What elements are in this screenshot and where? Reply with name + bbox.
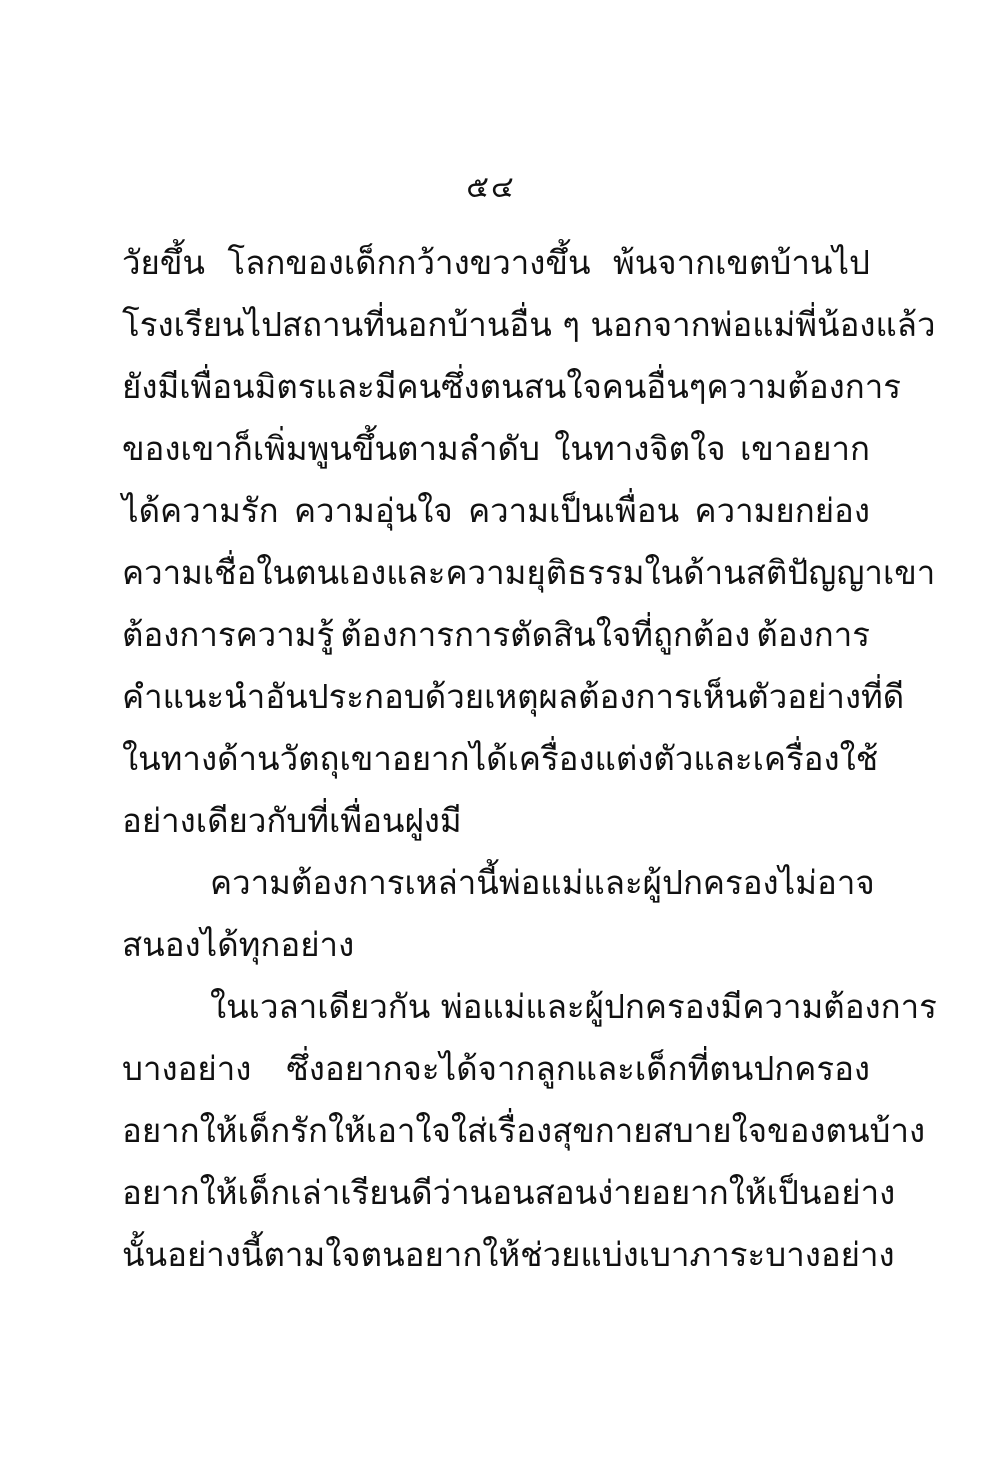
text-segment: พ่อแม่ (498, 863, 584, 902)
text-segment: ความเชื่อในตนเองและความยุติธรรม (122, 553, 645, 592)
text-segment: และผู้ปกครองไม่อาจ (583, 863, 875, 902)
text-segment: ต้องการการตัดสินใจที่ถูกต้อง (340, 615, 751, 654)
text-segment: ต้องการเห็นตัวอย่างที่ดี (578, 677, 905, 716)
text-segment: ความต้องการเหล่านี้ (210, 863, 499, 902)
text-segment: ให้เอาใจใส่เรื่องสุขกายสบายใจของตนบ้าง (327, 1111, 926, 1150)
text-line (122, 790, 870, 852)
text-segment: พ้นจากเขตบ้านไป (612, 243, 870, 282)
text-segment: โลกของเด็กกว้างขวางขึ้น (227, 243, 591, 282)
text-segment: ความยกย่อง (694, 491, 870, 530)
text-segment: ซึ่งอยากจะได้จากลูกและเด็กที่ตนปกครอง (286, 1049, 870, 1088)
text-segment: ยังมีเพื่อน (122, 367, 255, 406)
text-segment: อย่างนี้ตามใจตน (167, 1235, 405, 1274)
text-segment: อยากให้เด็กเล่าเรียนดี (122, 1173, 433, 1212)
text-line (122, 418, 870, 480)
text-segment: นั้น (122, 1235, 168, 1274)
text-segment: ต้องการ (756, 615, 870, 654)
text-segment: เขาอยากได้เครื่องแต่งตัว (339, 739, 694, 778)
text-segment: สนองได้ทุกอย่าง (122, 925, 355, 964)
text-segment: ได้ความรัก (122, 491, 279, 530)
text-line (122, 232, 870, 294)
text-segment: อย่างเดียวกับที่เพื่อนฝูงมี (122, 801, 462, 840)
text-segment: อยากให้เป็นอย่าง (651, 1173, 896, 1212)
text-segment: บางอย่าง (122, 1049, 252, 1088)
text-segment: มิตร (254, 367, 316, 406)
text-line (122, 604, 870, 666)
text-segment: ต้องการความรู้ (122, 615, 335, 654)
text-line (122, 1162, 896, 1224)
text-segment: ไปสถานที่นอกบ้านอื่น ๆ นอกจากพ่อแม่พี่น้องแล้ว (244, 305, 936, 344)
text-line (122, 1100, 926, 1162)
text-segment: ของเขาก็เพิ่มพูนขึ้นตามลำดับ (122, 429, 540, 468)
text-segment: ในทางจิตใจ (554, 429, 726, 468)
text-segment: และมีคนซึ่งตนสนใจคนอื่นๆ (315, 367, 707, 406)
text-line (122, 1038, 870, 1100)
text-segment: วัยขึ้น (122, 243, 205, 282)
text-line (122, 356, 902, 418)
text-segment: อยากให้ช่วยแบ่งเบาภาระบางอย่าง (404, 1235, 895, 1274)
text-segment: ความเป็นเพื่อน (468, 491, 680, 530)
text-line (122, 542, 936, 604)
text-segment: คำแนะนำอันประกอบด้วยเหตุผล (122, 677, 579, 716)
text-line (122, 914, 870, 976)
text-line (122, 294, 936, 356)
text-segment: ในทางด้านวัตถุ (122, 739, 340, 778)
text-line (122, 976, 937, 1038)
text-line (122, 666, 905, 728)
text-segment: ความต้องการ (706, 367, 902, 406)
text-line (122, 1224, 895, 1286)
page-number: ๕๔ (466, 170, 516, 205)
text-segment: โรงเรียน (122, 305, 245, 344)
text-segment: ในด้านสติปัญญา (644, 553, 883, 592)
text-line (122, 728, 879, 790)
text-line (122, 480, 870, 542)
text-segment: อยากให้เด็กรัก (122, 1111, 328, 1150)
text-segment: ว่านอนสอนง่าย (432, 1173, 652, 1212)
text-segment: ความอุ่นใจ (293, 491, 453, 530)
text-segment: เขาอยาก (739, 429, 870, 468)
body-text (122, 232, 937, 1286)
text-segment: และเครื่องใช้ (693, 739, 879, 778)
text-segment: เขา (882, 553, 936, 592)
text-segment: ในเวลาเดียวกัน พ่อแม่และผู้ปกครองมีความต้องการ (210, 987, 937, 1026)
text-line (122, 852, 875, 914)
